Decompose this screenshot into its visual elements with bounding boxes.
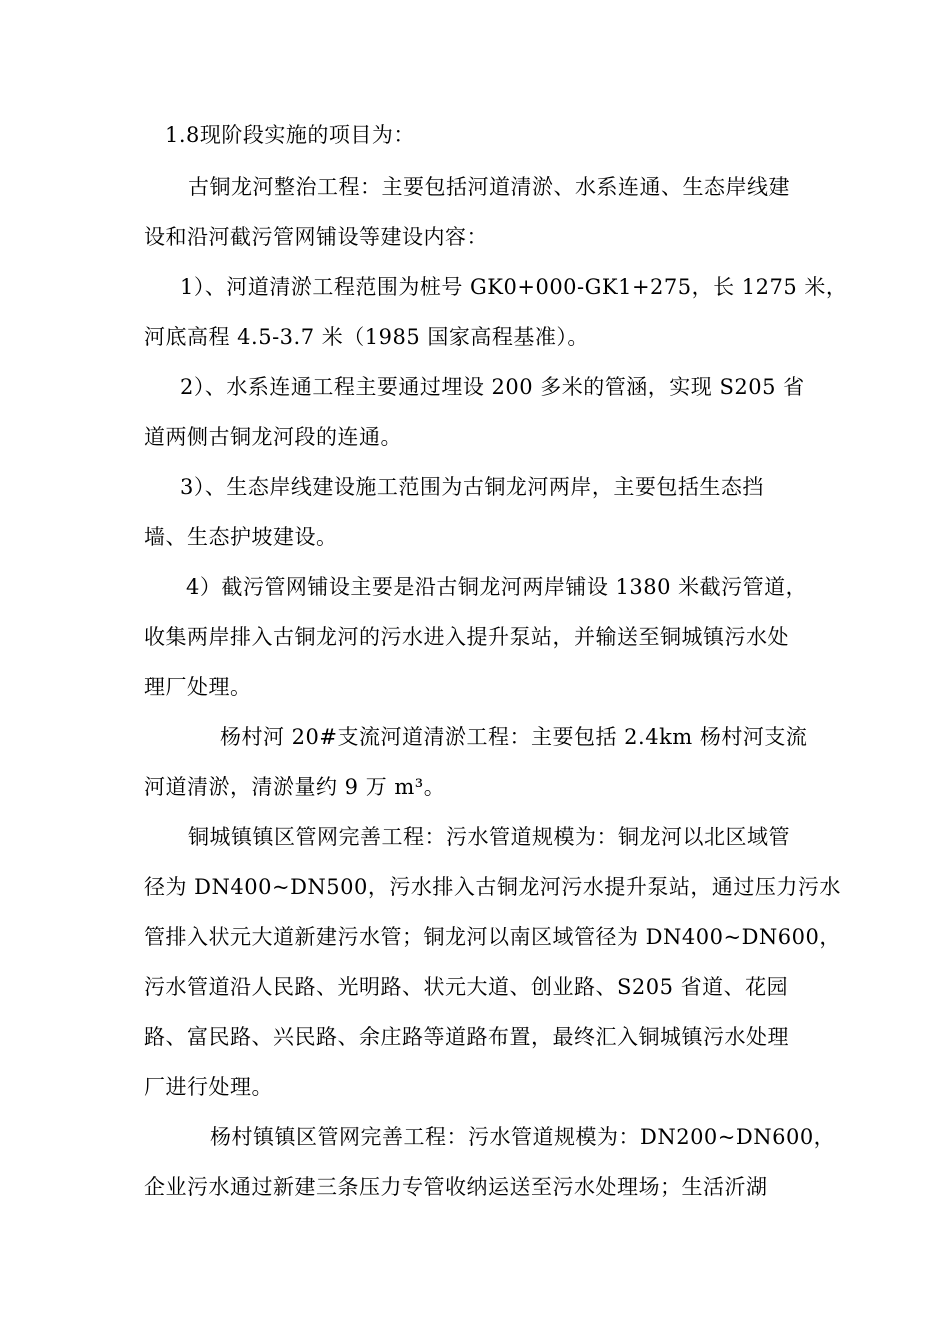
paragraph-line: 墙、生态护坡建设。 bbox=[144, 525, 338, 549]
paragraph-line: 收集两岸排入古铜龙河的污水进入提升泵站，并输送至铜城镇污水处 bbox=[144, 625, 789, 649]
paragraph-line: 设和沿河截污管网铺设等建设内容： bbox=[144, 225, 488, 249]
paragraph-line: 企业污水通过新建三条压力专管收纳运送至污水处理场；生活沂湖 bbox=[144, 1175, 768, 1199]
paragraph-line: 厂进行处理。 bbox=[144, 1075, 273, 1099]
paragraph-line: 污水管道沿人民路、光明路、状元大道、创业路、S205 省道、花园 bbox=[144, 975, 789, 999]
paragraph-line: 3）、生态岸线建设施工范围为古铜龙河两岸，主要包括生态挡 bbox=[180, 475, 764, 499]
paragraph-line: 2）、水系连通工程主要通过埋设 200 多米的管涵，实现 S205 省 bbox=[180, 375, 805, 399]
paragraph-line: 路、富民路、兴民路、余庄路等道路布置，最终汇入铜城镇污水处理 bbox=[144, 1025, 789, 1049]
paragraph-line: 杨村镇镇区管网完善工程：污水管道规模为：DN200~DN600， bbox=[210, 1125, 836, 1149]
paragraph-line: 河道清淤，清淤量约 9 万 m³。 bbox=[144, 775, 446, 799]
section-heading: 1.8现阶段实施的项目为： bbox=[165, 123, 415, 147]
paragraph-line: 管排入状元大道新建污水管；铜龙河以南区域管径为 DN400~DN600， bbox=[144, 925, 841, 949]
paragraph-line: 4）截污管网铺设主要是沿古铜龙河两岸铺设 1380 米截污管道， bbox=[186, 575, 808, 599]
paragraph-line: 河底高程 4.5-3.7 米（1985 国家高程基准）。 bbox=[144, 325, 589, 349]
paragraph-line: 道两侧古铜龙河段的连通。 bbox=[144, 425, 402, 449]
paragraph-line: 杨村河 20#支流河道清淤工程：主要包括 2.4km 杨村河支流 bbox=[220, 725, 808, 749]
paragraph-line: 1）、河道清淤工程范围为桩号 GK0+000-GK1+275，长 1275 米， bbox=[180, 275, 848, 299]
paragraph-line: 铜城镇镇区管网完善工程：污水管道规模为：铜龙河以北区域管 bbox=[188, 825, 790, 849]
paragraph-line: 理厂处理。 bbox=[144, 675, 252, 699]
paragraph-line: 径为 DN400~DN500，污水排入古铜龙河污水提升泵站，通过压力污水 bbox=[144, 875, 841, 899]
paragraph-line: 古铜龙河整治工程：主要包括河道清淤、水系连通、生态岸线建 bbox=[188, 175, 790, 199]
